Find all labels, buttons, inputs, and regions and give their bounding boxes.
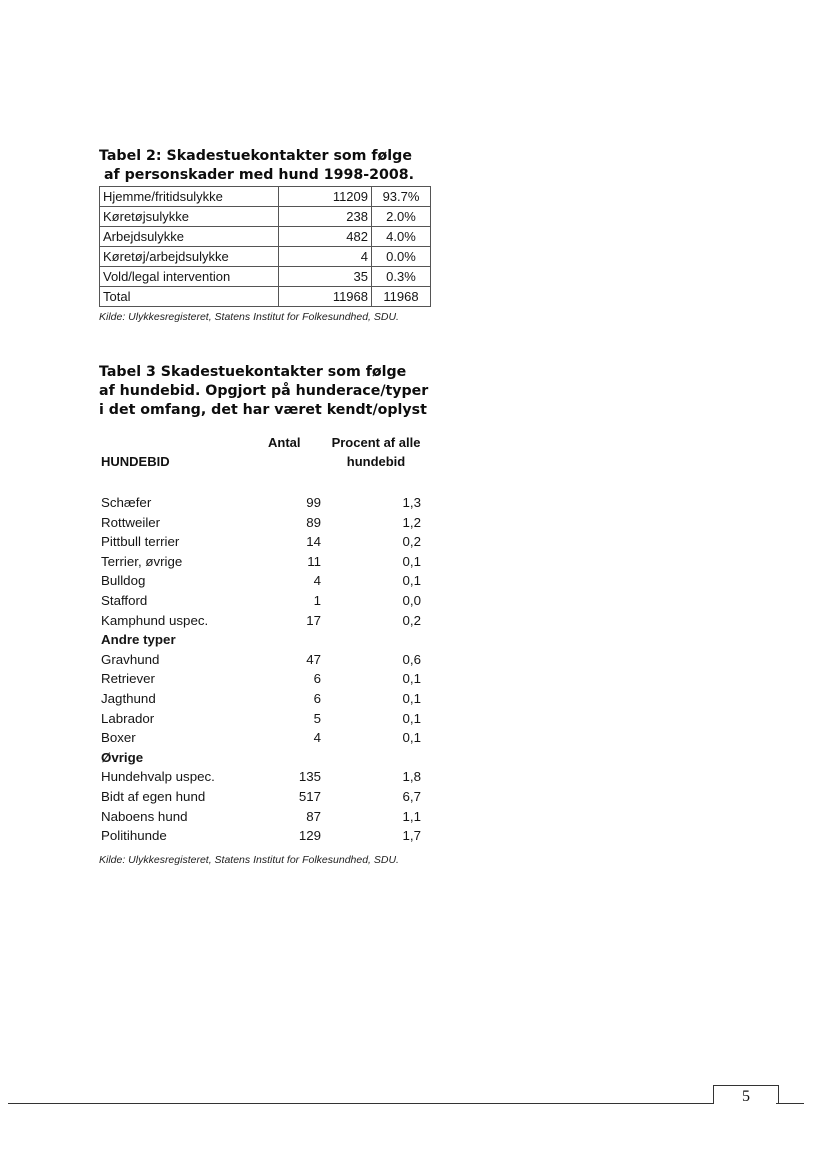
table3-cell-name: Pittbull terrier	[101, 534, 180, 550]
table3-cell-procent: 1,3	[402, 495, 421, 510]
table3-row	[101, 787, 421, 807]
table3-title-line2: af hundebid. Opgjort på hunderace/typer	[99, 383, 429, 399]
table2-cell-count: 4	[279, 247, 372, 267]
table3-cell-name: Hundehvalp uspec.	[101, 769, 215, 785]
table2-cell-percent: 11968	[372, 287, 431, 307]
table3-cell-procent: 0,1	[402, 730, 421, 746]
table3-cell-antal: 17	[306, 612, 321, 628]
table3-cell-name: Boxer	[101, 730, 136, 746]
table3-row	[101, 728, 421, 748]
table3-cell-name: Terrier, øvrige	[101, 553, 183, 569]
table3-row	[101, 807, 421, 827]
table2-source: Kilde: Ulykkesregisteret, Statens Institut for Folkesundhed, SDU.	[99, 311, 399, 323]
table3-row	[101, 689, 421, 709]
table3-cell-procent: 1,2	[402, 514, 421, 530]
table2-cell-label: Køretøjsulykke	[100, 207, 279, 227]
table3-cell-antal: 1	[313, 592, 321, 608]
table3-row	[101, 552, 421, 572]
table2-row	[100, 267, 431, 287]
table3-row-header: HUNDEBID	[101, 454, 170, 469]
table3-cell-name: Rottweiler	[101, 514, 161, 530]
table2-row	[100, 227, 431, 247]
table3-cell-procent: 6,7	[402, 788, 421, 804]
table3-row	[101, 669, 421, 689]
table3-cell-antal: 47	[306, 651, 321, 667]
table3-row	[101, 767, 421, 787]
footer-rule-right	[776, 1103, 804, 1104]
table3-cell-procent: 0,1	[402, 553, 421, 569]
table3	[101, 493, 421, 846]
table3-cell-name: Schæfer	[101, 495, 152, 510]
table2-cell-label: Køretøj/arbejdsulykke	[100, 247, 279, 267]
table3-group-row	[101, 748, 421, 768]
table2-cell-percent: 93.7%	[372, 187, 431, 207]
table2-cell-count: 11968	[279, 287, 372, 307]
table3-cell-antal: 89	[306, 514, 321, 530]
table2-cell-count: 482	[279, 227, 372, 247]
table2-row	[100, 187, 431, 207]
table3-row	[101, 571, 421, 591]
table2-row	[100, 287, 431, 307]
table3-cell-procent: 0,2	[402, 612, 421, 628]
table2-row	[100, 207, 431, 227]
table3-cell-name: Bulldog	[101, 573, 146, 589]
table2-cell-count: 238	[279, 207, 372, 227]
table3-cell-antal: 6	[313, 671, 321, 687]
table3-cell-name: Labrador	[101, 710, 155, 726]
table3-cell-procent: 0,1	[402, 671, 421, 687]
table3-row	[101, 611, 421, 631]
table3-title-line1: Tabel 3 Skadestuekontakter som følge	[99, 364, 407, 380]
table3-source: Kilde: Ulykkesregisteret, Statens Institut for Folkesundhed, SDU.	[99, 854, 399, 866]
table3-cell-procent: 0,6	[402, 651, 421, 667]
table3-row	[101, 709, 421, 729]
table2-cell-label: Hjemme/fritidsulykke	[100, 187, 279, 207]
table3-col-procent-line1: Procent af alle	[331, 435, 421, 450]
table2-cell-label: Vold/legal intervention	[100, 267, 279, 287]
table2-cell-percent: 0.3%	[372, 267, 431, 287]
table2-cell-percent: 0.0%	[372, 247, 431, 267]
table2-cell-count: 35	[279, 267, 372, 287]
table3-row	[101, 591, 421, 611]
table3-cell-antal: 11	[307, 553, 321, 569]
table3-row	[101, 513, 421, 533]
table3-cell-procent: 0,2	[402, 534, 421, 550]
table2-cell-count: 11209	[279, 187, 372, 207]
table3-row	[101, 826, 421, 846]
table3-cell-procent: 0,0	[402, 592, 421, 608]
table3-cell-procent: 0,1	[402, 710, 421, 726]
footer-rule-left	[8, 1103, 714, 1104]
table3-cell-name: Jagthund	[101, 690, 156, 706]
table3-cell-antal: 99	[306, 495, 321, 510]
table2-cell-label: Total	[100, 287, 279, 307]
table3-row	[101, 650, 421, 670]
table2	[99, 186, 431, 307]
page-number: 5	[742, 1088, 750, 1105]
table3-cell-antal: 129	[298, 828, 321, 844]
table3-row	[101, 493, 421, 513]
table2-cell-label: Arbejdsulykke	[100, 227, 279, 247]
table3-title-line3: i det omfang, det har været kendt/oplyst	[99, 402, 427, 418]
table3-cell-procent: 1,7	[402, 828, 421, 844]
table3-cell-antal: 4	[313, 730, 321, 746]
page-number-box	[713, 1085, 779, 1104]
table3-cell-name: Kamphund uspec.	[101, 612, 209, 628]
table3-cell-antal: 6	[313, 690, 321, 706]
table3-cell-antal: 87	[306, 808, 321, 824]
table3-cell-name: Bidt af egen hund	[101, 788, 206, 804]
table2-row	[100, 247, 431, 267]
table3-cell-name: Øvrige	[101, 749, 144, 765]
table3-cell-antal: 4	[313, 573, 321, 589]
table2-body	[100, 187, 431, 307]
table3-row	[101, 532, 421, 552]
table3-group-row	[101, 630, 421, 650]
table3-cell-antal: 135	[298, 769, 321, 785]
table3-cell-procent: 0,1	[402, 573, 421, 589]
table2-cell-percent: 4.0%	[372, 227, 431, 247]
table3-cell-name: Gravhund	[101, 651, 160, 667]
table3-cell-name: Naboens hund	[101, 808, 188, 824]
table3-cell-antal: 5	[313, 710, 321, 726]
table3-col-antal: Antal	[268, 435, 301, 450]
table3-cell-procent: 0,1	[402, 690, 421, 706]
table3-cell-procent: 1,1	[402, 808, 421, 824]
table3-cell-procent: 1,8	[402, 769, 421, 785]
table2-title-line2: af personskader med hund 1998-2008.	[99, 167, 415, 183]
table3-cell-name: Andre typer	[101, 632, 176, 648]
table3-cell-name: Stafford	[101, 592, 148, 608]
table2-cell-percent: 2.0%	[372, 207, 431, 227]
table3-cell-name: Retriever	[101, 671, 155, 687]
table3-cell-name: Politihunde	[101, 828, 167, 844]
table3-col-procent-line2: hundebid	[346, 454, 406, 469]
table3-cell-antal: 517	[298, 788, 321, 804]
table3-cell-antal: 14	[306, 534, 321, 550]
table2-title-line1: Tabel 2: Skadestuekontakter som følge	[99, 148, 412, 164]
